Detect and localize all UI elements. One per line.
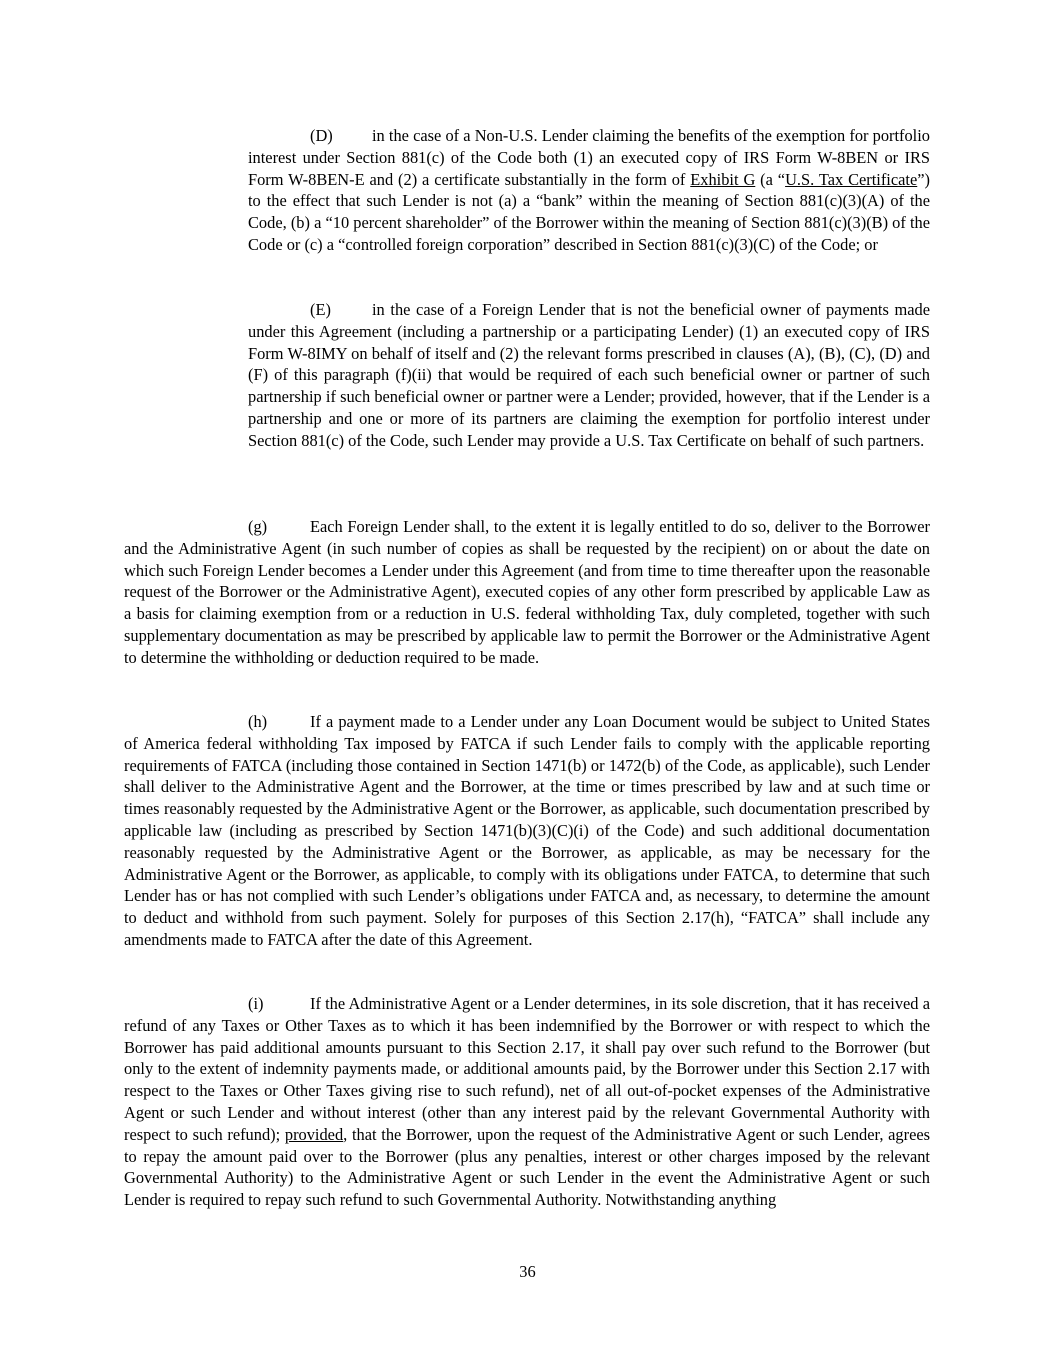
- paragraph-g-label: (g): [248, 517, 268, 536]
- paragraph-i: [124, 993, 930, 1211]
- paragraph-g: [124, 516, 930, 669]
- paragraph-d-text-2: (a “: [755, 169, 786, 189]
- paragraph-i-text-2: , that the Borrower, upon the request of the Administrative Agent or such Lender, agrees to repay the amount paid over to the Borrower (plus any penalties, interest or other charges imposed by the relevant Governmental Authority) to the Administrative Agent or such Lender in the event the Administrative Agent or such Lender is required to repay such refund to such Governmental Authority. Notwithstanding anything: [124, 1124, 930, 1210]
- paragraph-g-text: Each Foreign Lender shall, to the extent it is legally entitled to do so, deliver to the Borrower and the Administrative Agent (in such number of copies as shall be requested by the recipient) on or about the date on which such Foreign Lender becomes a Lender under this Agreement (and from time to time thereafter upon the reasonable request of the Borrower or the Administrative Agent), executed copies of any other form prescribed by applicable Law as a basis for claiming exemption from or a reduction in U.S. federal withholding Tax, duly completed, together with such supplementary documentation as may be prescribed by applicable law to permit the Borrower or the Administrative Agent to determine the withholding or deduction required to be made.: [124, 517, 930, 667]
- paragraph-d-text-1: in the case of a Non-U.S. Lender claiming the benefits of the exemption for portfolio interest under Section 881(c) of the Code both (1) an executed copy of IRS Form W-8BEN or IRS Form W-8BEN-E and (2) a certificate substantially in the form of: [248, 126, 930, 189]
- exhibit-g-ref: Exhibit G: [690, 169, 756, 189]
- paragraph-d-text-3: ”) to the effect that such Lender is not (a) a “bank” within the meaning of Section 881(c)(3)(A) of the Code, (b) a “10 percent shareholder” of the Borrower within the meaning of Section 881(c)(3)(B) of the Code or (c) a “controlled foreign corporation” described in Section 881(c)(3)(C) of the Code; or: [248, 169, 930, 254]
- paragraph-e: [248, 299, 930, 452]
- provided-term: provided: [284, 1124, 344, 1144]
- paragraph-h: [124, 711, 930, 951]
- paragraph-e-label: (E): [310, 300, 331, 319]
- paragraph-h-label: (h): [248, 712, 268, 731]
- paragraph-d: [248, 125, 930, 256]
- paragraph-i-text-1: If the Administrative Agent or a Lender determines, in its sole discretion, that it has received a refund of any Taxes or Other Taxes as to which it has been indemnified by the Borrower or with respect to which the Borrower has paid additional amounts pursuant to this Section 2.17, it shall pay over such refund to the Borrower (but only to the extent of indemnity payments made, or additional amounts paid, by the Borrower under this Section 2.17 with respect to the Taxes or Other Taxes giving rise to such refund), net of all out-of-pocket expenses of the Administrative Agent or such Lender and without interest (other than any interest paid by the relevant Governmental Authority with respect to such refund);: [124, 994, 930, 1144]
- page-number: 36: [519, 1262, 536, 1281]
- paragraph-i-label: (i): [248, 994, 264, 1013]
- paragraph-d-label: (D): [310, 126, 333, 145]
- us-tax-certificate-term: U.S. Tax Certificate: [785, 169, 918, 189]
- paragraph-e-text: in the case of a Foreign Lender that is not the beneficial owner of payments made under this Agreement (including a partnership or a participating Lender) (1) an executed copy of IRS Form W-8IMY on behalf of itself and (2) the relevant forms prescribed in clauses (A), (B), (C), (D) and (F) of this paragraph (f)(ii) that would be required of each such beneficial owner or partner of such partnership if such beneficial owner or partner were a Lender; provided, however, that if the Lender is a partnership and one or more of its partners are claiming the exemption for portfolio interest under Section 881(c) of the Code, such Lender may provide a U.S. Tax Certificate on behalf of such partners.: [248, 300, 930, 450]
- paragraph-h-text: If a payment made to a Lender under any Loan Document would be subject to United States of America federal withholding Tax imposed by FATCA if such Lender fails to comply with the applicable reporting requirements of FATCA (including those contained in Section 1471(b) or 1472(b) of the Code, as applicable), such Lender shall deliver to the Administrative Agent and the Borrower, at the time or times prescribed by law and at such time or times reasonably requested by the Administrative Agent or the Borrower, as applicable, such documentation prescribed by applicable law (including as prescribed by Section 1471(b)(3)(C)(i) of the Code) and such additional documentation reasonably requested by the Administrative Agent or the Borrower, as applicable, as may be necessary for the Administrative Agent or the Borrower, as applicable, to comply with its obligations under FATCA, to determine that such Lender has or has not complied with such Lender’s obligations under FATCA and, as necessary, to determine the amount to deduct and withhold from such payment. Solely for purposes of this Section 2.17(h), “FATCA” shall include any amendments made to FATCA after the date of this Agreement.: [124, 712, 930, 949]
